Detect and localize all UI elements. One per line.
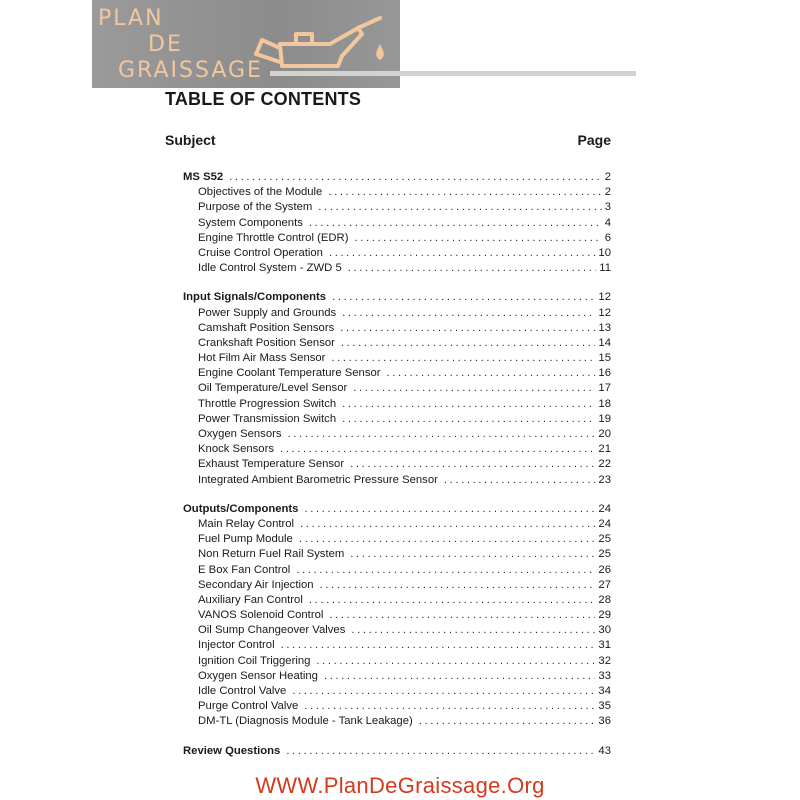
page-number: 10 xyxy=(598,246,611,259)
toc-section-heading[interactable] xyxy=(183,502,611,517)
dot-leader xyxy=(329,246,595,261)
entry-label: Knock Sensors xyxy=(198,443,274,456)
toc-entry[interactable] xyxy=(183,623,611,638)
dot-leader xyxy=(419,714,596,729)
dot-leader xyxy=(354,231,601,246)
dot-leader xyxy=(280,442,595,457)
entry-label: Purge Control Valve xyxy=(198,700,299,713)
dot-leader xyxy=(316,654,595,669)
entry-label: Engine Coolant Temperature Sensor xyxy=(198,367,381,380)
toc-entry[interactable] xyxy=(183,216,611,231)
entry-label: Purpose of the System xyxy=(198,201,313,214)
entry-label: Main Relay Control xyxy=(198,517,295,530)
toc-section-heading[interactable] xyxy=(183,170,611,185)
page-number: 18 xyxy=(598,397,611,410)
toc-entry[interactable] xyxy=(183,638,611,653)
page-number: 6 xyxy=(604,231,611,244)
toc-section-heading[interactable] xyxy=(183,744,611,759)
page-number: 31 xyxy=(598,639,611,652)
toc-entry[interactable] xyxy=(183,351,611,366)
page-number: 20 xyxy=(598,428,611,440)
dot-leader xyxy=(350,457,595,472)
page-number: 36 xyxy=(598,715,611,728)
page-number: 22 xyxy=(598,458,611,471)
entry-label: Hot Film Air Mass Sensor xyxy=(198,352,326,365)
page-number: 43 xyxy=(598,744,611,757)
entry-label: Oil Sump Changeover Valves xyxy=(198,624,346,637)
toc-section xyxy=(183,290,611,487)
entry-label: Secondary Air Injection xyxy=(198,578,314,591)
dot-leader xyxy=(309,593,596,608)
table-of-contents xyxy=(183,170,611,759)
toc-entry[interactable] xyxy=(183,427,611,442)
toc-entry[interactable] xyxy=(183,306,611,321)
page-number: 30 xyxy=(598,624,611,637)
entry-label: Idle Control Valve xyxy=(198,685,287,697)
entry-label: Exhaust Temperature Sensor xyxy=(198,458,345,471)
entry-label: Fuel Pump Module xyxy=(198,533,293,546)
toc-entry[interactable] xyxy=(183,412,611,427)
toc-entry[interactable] xyxy=(183,699,611,714)
entry-label: Non Return Fuel Rail System xyxy=(198,548,345,561)
toc-entry[interactable] xyxy=(183,578,611,593)
toc-entry[interactable] xyxy=(183,457,611,472)
entry-label: VANOS Solenoid Control xyxy=(198,609,324,622)
page-number: 12 xyxy=(598,291,611,304)
footer-url[interactable]: WWW.PlanDeGraissage.Org xyxy=(255,773,545,798)
page-number: 13 xyxy=(598,321,611,334)
entry-label: Throttle Progression Switch xyxy=(198,397,337,410)
section-title: MS S52 xyxy=(183,171,224,183)
dot-leader xyxy=(318,200,601,215)
dot-leader xyxy=(328,185,601,200)
page-number: 33 xyxy=(598,669,611,682)
page-number: 15 xyxy=(598,352,611,365)
header-rule xyxy=(270,71,636,76)
entry-label: Power Supply and Grounds xyxy=(198,306,337,319)
oil-can-icon xyxy=(252,4,392,80)
page-number: 21 xyxy=(598,443,611,456)
entry-label: Power Transmission Switch xyxy=(198,412,337,425)
page-number: 4 xyxy=(604,216,611,229)
dot-leader xyxy=(229,170,602,185)
toc-entry[interactable] xyxy=(183,608,611,623)
dot-leader xyxy=(350,547,595,562)
toc-entry[interactable] xyxy=(183,366,611,381)
entry-label: Camshaft Position Sensors xyxy=(198,321,335,334)
entry-label: Oxygen Sensors xyxy=(198,428,282,440)
toc-entry[interactable] xyxy=(183,714,611,729)
toc-entry[interactable] xyxy=(183,442,611,457)
entry-label: Integrated Ambient Barometric Pressure Sensor xyxy=(198,473,438,486)
page-number: 17 xyxy=(598,382,611,395)
page-title: TABLE OF CONTENTS xyxy=(165,89,362,109)
toc-entry[interactable] xyxy=(183,321,611,336)
toc-section xyxy=(183,744,611,759)
toc-entry[interactable] xyxy=(183,669,611,684)
toc-entry[interactable] xyxy=(183,684,611,699)
dot-leader xyxy=(342,397,595,412)
toc-entry[interactable] xyxy=(183,185,611,200)
dot-leader xyxy=(332,290,595,305)
dot-leader xyxy=(342,412,595,427)
page-number: 29 xyxy=(598,609,611,622)
entry-label: Crankshaft Position Sensor xyxy=(198,336,335,349)
entry-label: E Box Fan Control xyxy=(198,563,291,576)
logo-line-2: DE xyxy=(148,32,183,57)
entry-label: Ignition Coil Triggering xyxy=(198,654,311,667)
entry-label: Idle Control System - ZWD 5 xyxy=(198,262,342,275)
subject-column-heading: Subject xyxy=(165,132,216,148)
section-title: Input Signals/Components xyxy=(183,291,327,304)
page-number: 34 xyxy=(598,685,611,697)
page-number: 26 xyxy=(598,563,611,576)
toc-section xyxy=(183,502,611,730)
toc-entry[interactable] xyxy=(183,593,611,608)
toc-entry[interactable] xyxy=(183,200,611,215)
dot-leader xyxy=(341,336,596,351)
page-column-heading: Page xyxy=(577,132,611,148)
page-number: 24 xyxy=(598,517,611,530)
dot-leader xyxy=(304,699,595,714)
page-number: 25 xyxy=(598,548,611,561)
page-number: 25 xyxy=(598,533,611,546)
page-number: 3 xyxy=(604,201,611,214)
page-number: 23 xyxy=(598,473,611,486)
dot-leader xyxy=(342,306,595,321)
toc-entry[interactable] xyxy=(183,563,611,578)
section-title: Review Questions xyxy=(183,744,281,757)
page-number: 19 xyxy=(598,412,611,425)
page-number: 32 xyxy=(598,654,611,667)
page-number: 14 xyxy=(598,336,611,349)
page-number: 2 xyxy=(604,186,611,199)
toc-entry[interactable] xyxy=(183,231,611,246)
dot-leader xyxy=(286,744,595,759)
toc-entry[interactable] xyxy=(183,547,611,562)
page-number: 27 xyxy=(598,578,611,591)
toc-entry[interactable] xyxy=(183,532,611,547)
dot-leader xyxy=(329,608,595,623)
toc-entry[interactable] xyxy=(183,336,611,351)
dot-leader xyxy=(340,321,595,336)
page-number: 2 xyxy=(604,171,611,183)
toc-entry[interactable] xyxy=(183,381,611,396)
entry-label: Engine Throttle Control (EDR) xyxy=(198,231,349,244)
dot-leader xyxy=(353,381,595,396)
dot-leader xyxy=(320,578,596,593)
entry-label: Injector Control xyxy=(198,639,275,652)
toc-entry[interactable] xyxy=(183,473,611,488)
dot-leader xyxy=(300,517,595,532)
toc-entry[interactable] xyxy=(183,261,611,276)
dot-leader xyxy=(387,366,596,381)
entry-label: Oxygen Sensor Heating xyxy=(198,669,318,682)
page-number: 12 xyxy=(598,306,611,319)
logo-line-3: GRAISSAGE xyxy=(118,58,263,83)
dot-leader xyxy=(296,563,595,578)
toc-entry[interactable] xyxy=(183,397,611,412)
toc-entry[interactable] xyxy=(183,517,611,532)
page-number: 24 xyxy=(598,502,611,515)
toc-entry[interactable] xyxy=(183,246,611,261)
entry-label: Cruise Control Operation xyxy=(198,246,323,259)
dot-leader xyxy=(309,216,602,231)
dot-leader xyxy=(292,684,595,699)
dot-leader xyxy=(324,669,595,684)
dot-leader xyxy=(444,473,596,488)
logo-line-1: PLAN xyxy=(98,6,164,31)
section-title: Outputs/Components xyxy=(183,502,299,515)
page-number: 28 xyxy=(598,593,611,606)
dot-leader xyxy=(351,623,595,638)
toc-section xyxy=(183,170,611,276)
page-number: 16 xyxy=(598,367,611,380)
dot-leader xyxy=(331,351,595,366)
toc-section-heading[interactable] xyxy=(183,290,611,305)
dot-leader xyxy=(304,502,595,517)
dot-leader xyxy=(348,261,597,276)
dot-leader xyxy=(288,427,596,442)
dot-leader xyxy=(299,532,596,547)
entry-label: Oil Temperature/Level Sensor xyxy=(198,382,348,395)
entry-label: System Components xyxy=(198,216,303,229)
entry-label: DM-TL (Diagnosis Module - Tank Leakage) xyxy=(198,715,413,728)
dot-leader xyxy=(281,638,596,653)
entry-label: Objectives of the Module xyxy=(198,186,323,199)
page-number: 35 xyxy=(598,700,611,713)
entry-label: Auxiliary Fan Control xyxy=(198,593,303,606)
page-number: 11 xyxy=(599,262,611,275)
toc-entry[interactable] xyxy=(183,654,611,669)
